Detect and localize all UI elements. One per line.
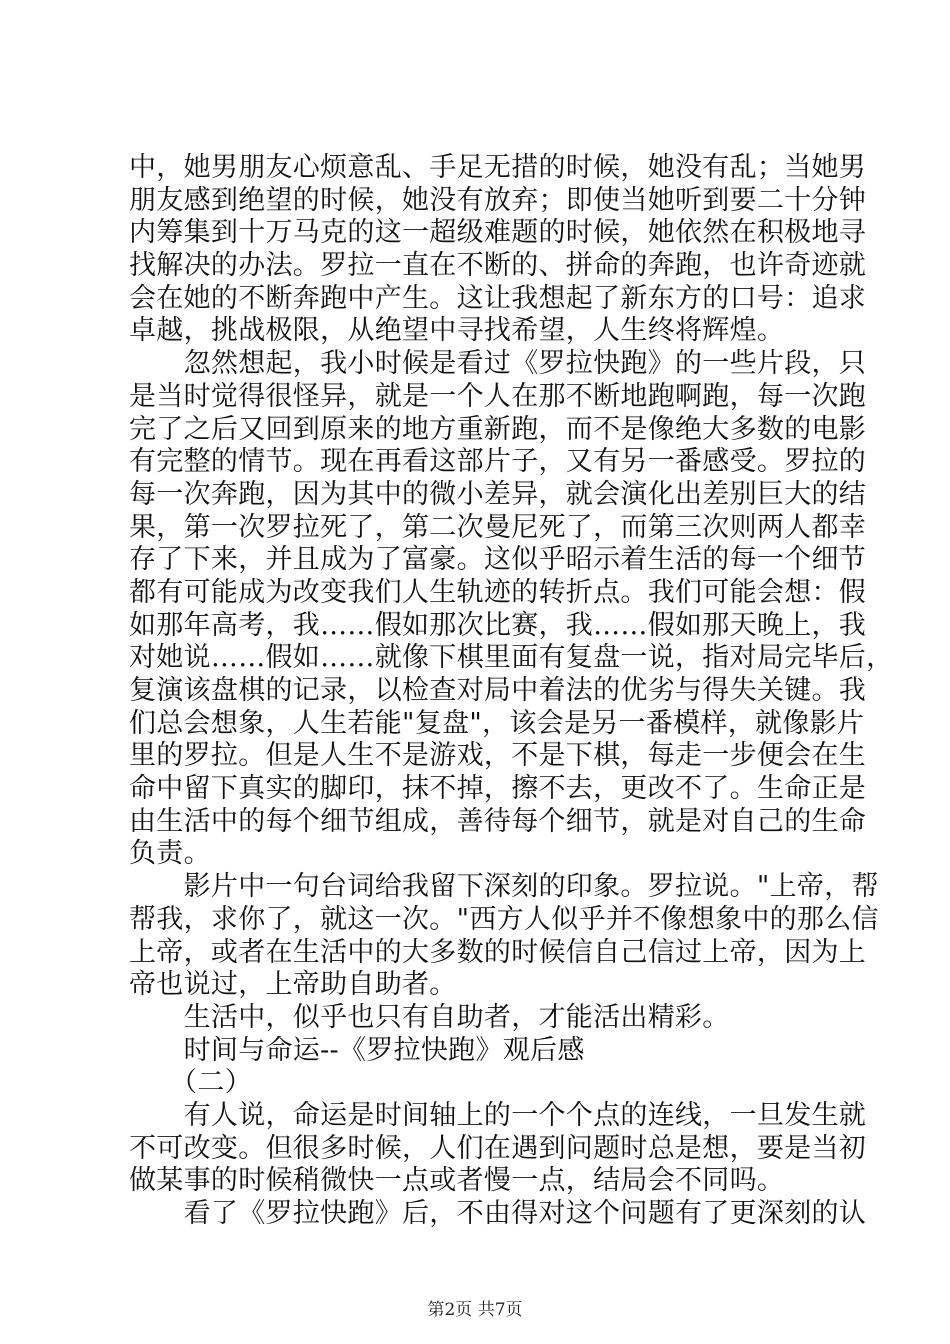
text-line: 存了下来，并且成为了富豪。这似乎昭示着生活的每一个细节	[129, 544, 867, 576]
text-line: 做某事的时候稍微快一点或者慢一点，结局会不同吗。	[129, 1165, 785, 1197]
text-line: 朋友感到绝望的时候，她没有放弃；即使当她听到要二十分钟	[129, 184, 867, 216]
text-line: 忽然想起，我小时候是看过《罗拉快跑》的一些片段，只	[129, 348, 867, 380]
section-number: （二）	[129, 1067, 252, 1099]
text-line: 对她说……假如……就像下棋里面有复盘一说，指对局完毕后，	[129, 642, 894, 674]
body-text	[129, 152, 894, 1231]
text-line: 由生活中的每个细节组成，善待每个细节，就是对自己的生命	[129, 805, 867, 837]
text-line: 生活中，似乎也只有自助者，才能活出精彩。	[129, 1001, 730, 1033]
text-line: 里的罗拉。但是人生不是游戏，不是下棋，每走一步便会在生	[129, 740, 867, 772]
text-line: 有人说，命运是时间轴上的一个个点的连线，一旦发生就	[129, 1099, 867, 1131]
text-line: 负责。	[129, 838, 211, 870]
text-line: 完了之后又回到原来的地方重新跑，而不是像绝大多数的电影	[129, 413, 867, 445]
text-line: 都有可能成为改变我们人生轨迹的转折点。我们可能会想：假	[129, 576, 867, 608]
text-line: 果，第一次罗拉死了，第二次曼尼死了，而第三次则两人都幸	[129, 511, 867, 543]
text-line: 是当时觉得很怪异，就是一个人在那不断地跑啊跑，每一次跑	[129, 380, 867, 412]
text-line: 看了《罗拉快跑》后，不由得对这个问题有了更深刻的认	[129, 1198, 867, 1229]
page-footer: 第2页 共7页	[427, 1300, 523, 1320]
text-line: 命中留下真实的脚印，抹不掉，擦不去，更改不了。生命正是	[129, 773, 867, 805]
text-line: 上帝，或者在生活中的大多数的时候信自己信过上帝，因为上	[129, 936, 867, 968]
text-line: 帝也说过，上帝助自助者。	[129, 969, 457, 1001]
text-line: 如那年高考，我……假如那次比赛，我……假如那天晚上，我	[129, 609, 867, 641]
text-line: 找解决的办法。罗拉一直在不断的、拼命的奔跑，也许奇迹就	[129, 250, 867, 282]
text-line: 帮我，求你了，就这一次。"西方人似乎并不像想象中的那么信	[129, 903, 879, 935]
text-line: 复演该盘棋的记录，以检查对局中着法的优劣与得失关键。我	[129, 675, 867, 706]
text-line: 影片中一句台词给我留下深刻的印象。罗拉说。"上帝，帮	[129, 871, 879, 903]
text-line: 会在她的不断奔跑中产生。这让我想起了新东方的口号：追求	[129, 282, 867, 314]
text-line: 们总会想象，人生若能"复盘"，该会是另一番模样，就像影片	[129, 707, 865, 739]
section-title: 时间与命运--《罗拉快跑》观后感	[129, 1034, 585, 1066]
text-line: 中，她男朋友心烦意乱、手足无措的时候，她没有乱；当她男	[129, 152, 867, 183]
text-line: 有完整的情节。现在再看这部片子，又有另一番感受。罗拉的	[129, 446, 867, 478]
text-line: 内筹集到十万马克的这一超级难题的时候，她依然在积极地寻	[129, 217, 867, 249]
text-line: 不可改变。但很多时候，人们在遇到问题时总是想，要是当初	[129, 1132, 867, 1164]
text-line: 卓越，挑战极限，从绝望中寻找希望，人生终将辉煌。	[129, 315, 785, 347]
text-line: 每一次奔跑，因为其中的微小差异，就会演化出差别巨大的结	[129, 478, 867, 510]
